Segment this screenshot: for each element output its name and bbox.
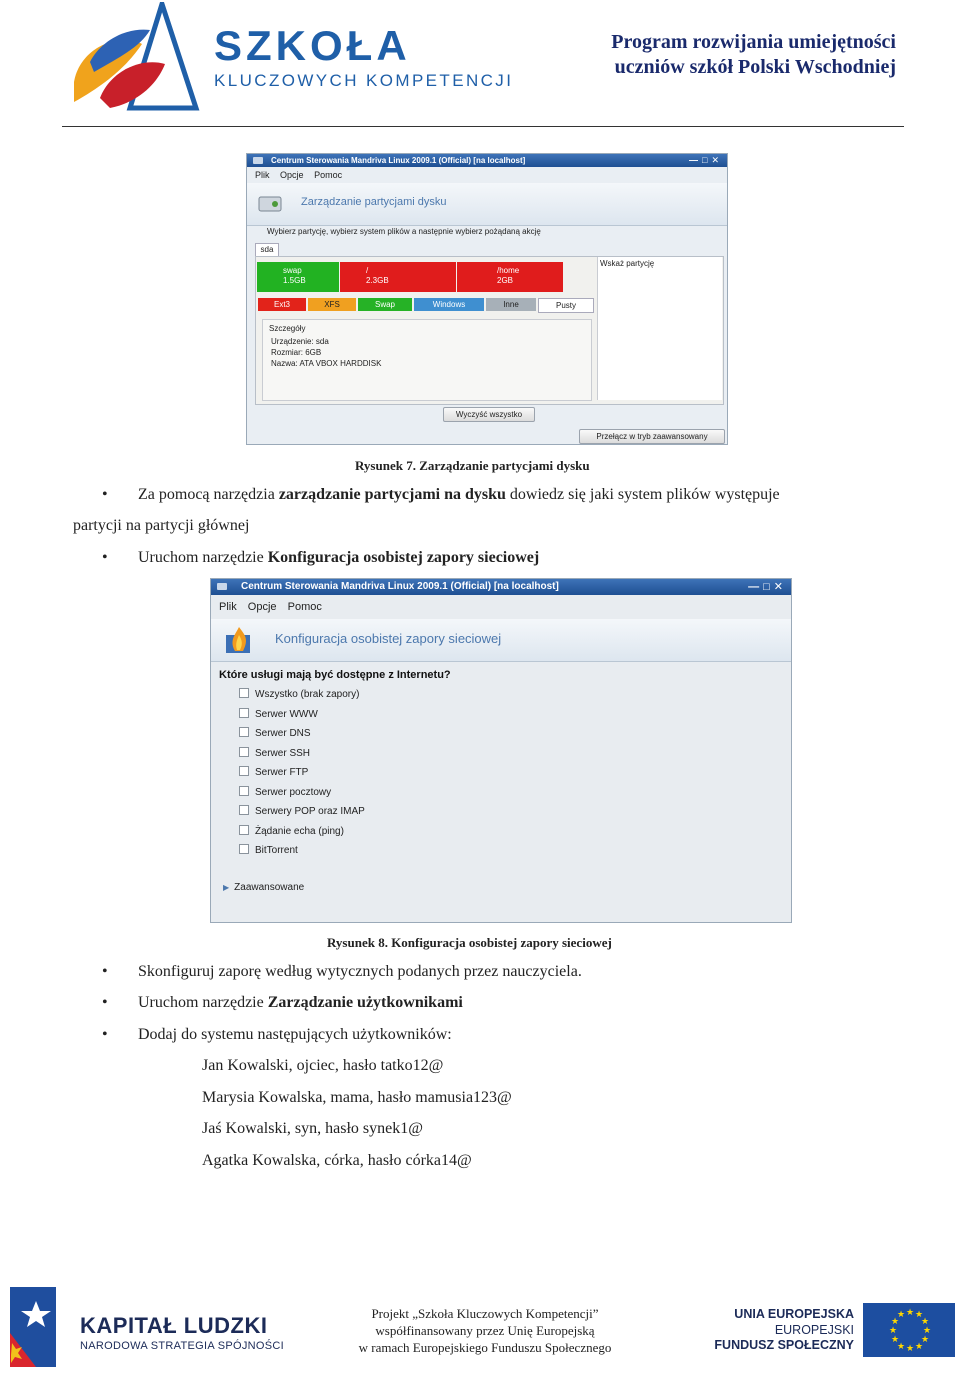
menu-bar <box>247 167 727 183</box>
header-divider <box>62 126 904 127</box>
program-title-line2: uczniów szkół Polski Wschodniej <box>614 56 896 78</box>
menu-opcje[interactable]: Opcje <box>280 170 304 180</box>
program-title-line1: Program rozwijania umiejętności <box>611 31 896 53</box>
partition-panel <box>255 256 724 405</box>
kapital-ludzki-subtitle: NARODOWA STRATEGIA SPÓJNOŚCI <box>80 1340 284 1352</box>
svg-text:★: ★ <box>891 1335 900 1345</box>
clear-all-button[interactable]: Wyczyść wszystko <box>443 407 535 422</box>
bullet-marker: • <box>102 486 108 503</box>
disk-tab-sda[interactable]: sda <box>255 243 279 257</box>
section-header <box>247 183 727 226</box>
service-ping[interactable]: Żądanie echa (ping) <box>239 825 344 837</box>
services-question: Które usługi mają być dostępne z Internetu? <box>219 669 451 681</box>
service-www[interactable]: Serwer WWW <box>239 708 318 720</box>
instruction-text: Wybierz partycję, wybierz system plików a następnie wybierz pożądaną akcję <box>267 227 541 236</box>
menu-opcje[interactable]: Opcje <box>247 601 277 613</box>
school-logo-title: SZKOŁA <box>214 22 411 69</box>
firewall-icon <box>223 625 255 655</box>
checkbox[interactable] <box>239 805 249 815</box>
svg-text:★: ★ <box>897 1310 906 1320</box>
bullet-marker: • <box>102 549 108 566</box>
project-line-1: Projekt „Szkoła Kluczowych Kompetencji” <box>371 1306 599 1321</box>
eu-fund-label <box>714 1307 854 1354</box>
expand-arrow-icon: ▶ <box>223 883 230 892</box>
legend-ext3: Ext3 <box>258 298 306 311</box>
service-ssh[interactable]: Serwer SSH <box>239 747 310 759</box>
window-title: Centrum Sterowania Mandriva Linux 2009.1 (Official) [na localhost] <box>241 581 559 592</box>
legend-windows: Windows <box>414 298 484 311</box>
svg-text:★: ★ <box>906 1344 915 1354</box>
partition-root[interactable]: / 2.3GB <box>340 262 456 292</box>
checkbox[interactable] <box>239 727 249 737</box>
bullet1-line2: partycji na partycji głównej <box>73 517 250 534</box>
checkbox[interactable] <box>239 766 249 776</box>
partition-info-box <box>597 257 722 400</box>
checkbox[interactable] <box>239 786 249 796</box>
service-pop-imap[interactable]: Serwery POP oraz IMAP <box>239 805 365 817</box>
section-header <box>211 619 791 662</box>
details-title: Szczegóły <box>269 324 306 333</box>
school-logo-mark <box>70 2 200 112</box>
section-title: Konfiguracja osobistej zapory sieciowej <box>275 631 502 646</box>
window-titlebar <box>247 154 727 167</box>
figure7-caption: Rysunek 7. Zarządzanie partycjami dysku <box>355 458 590 473</box>
svg-text:★: ★ <box>891 1317 900 1327</box>
window-controls[interactable]: —□✕ <box>748 581 787 593</box>
svg-text:★: ★ <box>915 1342 924 1352</box>
project-line-2: współfinansowany przez Unię Europejską <box>375 1323 595 1338</box>
checkbox[interactable] <box>239 708 249 718</box>
svg-text:★: ★ <box>923 1326 932 1336</box>
advanced-mode-button[interactable]: Przełącz w tryb zaawansowany <box>579 429 725 444</box>
svg-text:★: ★ <box>921 1317 930 1327</box>
eu-flag-icon <box>863 1303 955 1357</box>
legend-other: Inne <box>486 298 536 311</box>
menu-plik[interactable]: Plik <box>255 170 270 180</box>
project-line-3: w ramach Europejskiego Funduszu Społecznego <box>358 1340 612 1355</box>
service-mail[interactable]: Serwer pocztowy <box>239 786 331 798</box>
bullet2-text: Uruchom narzędzie Konfiguracja osobistej zapory sieciowej <box>138 549 540 566</box>
program-title <box>611 30 896 80</box>
window-title: Centrum Sterowania Mandriva Linux 2009.1 (Official) [na localhost] <box>271 156 526 165</box>
app-icon <box>217 583 227 590</box>
disk-drive-icon <box>257 191 283 217</box>
partition-swap[interactable]: swap 1.5GB <box>257 262 339 292</box>
svg-text:★: ★ <box>921 1335 930 1345</box>
details-box <box>262 319 592 401</box>
checkbox[interactable] <box>239 747 249 757</box>
bullet1-text: Za pomocą narzędzia zarządzanie partycjami na dysku dowiedz się jaki system plików występuje <box>138 486 780 503</box>
eu-line-2: EUROPEJSKI <box>774 1322 854 1337</box>
user-line-4: Agatka Kowalska, córka, hasło córka14@ <box>202 1152 472 1169</box>
partition-manager-window <box>246 153 728 445</box>
details-lines: Urządzenie: sda Rozmiar: 6GB Nazwa: ATA VBOX HARDDISK <box>271 337 382 368</box>
user-line-2: Marysia Kowalska, mama, hasło mamusia123@ <box>202 1089 512 1106</box>
bullet5-text: Dodaj do systemu następujących użytkowników: <box>138 1026 452 1043</box>
partition-home[interactable]: /home 2GB <box>457 262 563 292</box>
menu-plik[interactable]: Plik <box>219 601 237 613</box>
eu-line-3: FUNDUSZ SPOŁECZNY <box>714 1338 854 1352</box>
bullet-marker: • <box>102 963 108 980</box>
window-titlebar <box>211 579 791 595</box>
svg-text:★: ★ <box>897 1342 906 1352</box>
checkbox[interactable] <box>239 844 249 854</box>
legend-empty: Pusty <box>538 298 594 313</box>
service-all[interactable]: Wszystko (brak zapory) <box>239 688 359 700</box>
section-title: Zarządzanie partycjami dysku <box>301 196 447 208</box>
user-line-1: Jan Kowalski, ojciec, hasło tatko12@ <box>202 1057 444 1074</box>
school-logo-subtitle: KLUCZOWYCH KOMPETENCJI <box>214 71 514 90</box>
project-credit <box>330 1305 640 1356</box>
svg-text:★: ★ <box>915 1310 924 1320</box>
menu-pomoc[interactable]: Pomoc <box>314 170 343 180</box>
service-bittorrent[interactable]: BitTorrent <box>239 844 298 856</box>
firewall-config-window <box>210 578 792 923</box>
legend-swap: Swap <box>358 298 412 311</box>
select-partition-label: Wskaż partycję <box>600 259 655 268</box>
menu-pomoc[interactable]: Pomoc <box>287 601 322 613</box>
bullet-marker: • <box>102 994 108 1011</box>
svg-text:★: ★ <box>906 1308 915 1318</box>
service-dns[interactable]: Serwer DNS <box>239 727 311 739</box>
kapital-ludzki-title: KAPITAŁ LUDZKI <box>80 1313 268 1338</box>
window-controls[interactable]: —□✕ <box>689 155 723 165</box>
legend-xfs: XFS <box>308 298 356 311</box>
kapital-ludzki-logo-icon <box>6 1283 60 1369</box>
checkbox[interactable] <box>239 688 249 698</box>
bullet4-text: Uruchom narzędzie Zarządzanie użytkownikami <box>138 994 463 1011</box>
svg-text:★: ★ <box>889 1326 898 1336</box>
figure8-caption: Rysunek 8. Konfiguracja osobistej zapory sieciowej <box>327 935 612 950</box>
user-line-3: Jaś Kowalski, syn, hasło synek1@ <box>202 1120 423 1137</box>
bullet-marker: • <box>102 1026 108 1043</box>
menu-bar <box>211 595 791 619</box>
eu-line-1: UNIA EUROPEJSKA <box>734 1307 854 1321</box>
app-icon <box>253 157 263 164</box>
service-ftp[interactable]: Serwer FTP <box>239 766 308 778</box>
advanced-expander[interactable]: ▶ Zaawansowane <box>223 882 305 893</box>
bullet3-text: Skonfiguruj zaporę według wytycznych podanych przez nauczyciela. <box>138 963 582 980</box>
checkbox[interactable] <box>239 825 249 835</box>
